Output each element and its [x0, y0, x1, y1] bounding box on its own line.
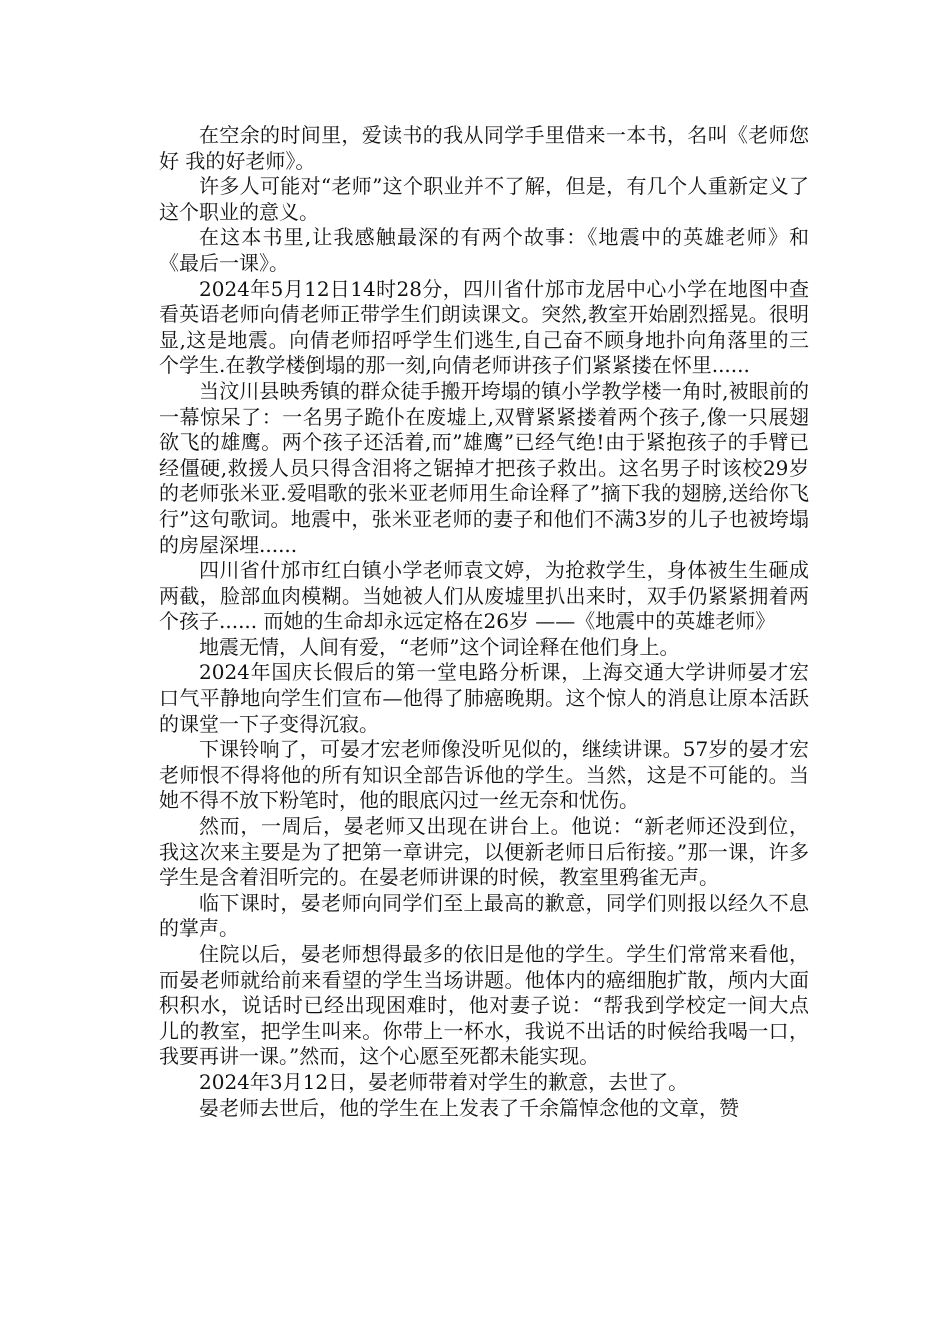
paragraph-yuan-wenting: 四川省什邡市红白镇小学老师袁文婷，为抢救学生，身体被生生砸成两截，脸部血肉模糊。当她被人们从废墟里扒出来时，双手仍紧紧拥着两个孩子...... 而她的生命却永远定格在26岁 ——《地震中的英雄老师》 [159, 558, 809, 634]
paragraph-hospital: 住院以后，晏老师想得最多的依旧是他的学生。学生们常常来看他，而晏老师就给前来看望的学生当场讲题。他体内的癌细胞扩散，颅内大面积积水，说话时已经出现困难时，他对妻子说：“帮我到学校定一间大点儿的教室，把学生叫来。你带上一杯水，我说不出话的时候给我喝一口，我要再讲一课。”然而，这个心愿至死都未能实现。 [159, 942, 809, 1069]
paragraph-memorial: 晏老师去世后，他的学生在上发表了千余篇悼念他的文章，赞 [199, 1095, 739, 1120]
paragraph-applause: 临下课时，晏老师向同学们至上最高的歉意，同学们则报以经久不息的掌声。 [159, 890, 809, 941]
document-body [159, 123, 809, 1121]
paragraph-class-bell: 下课铃响了，可晏才宏老师像没听见似的，继续讲课。57岁的晏才宏老师恨不得将他的所有知识全部告诉他的学生。当然，这是不可能的。当她不得不放下粉笔时，他的眼底闪过一丝无奈和忧伤。 [159, 737, 809, 813]
paragraph-xiang-qian: 2024年5月12日14时28分，四川省什邡市龙居中心小学在地图中查看英语老师向倩老师正带学生们朗读课文。突然,教室开始剧烈摇晃。很明显,这是地震。向倩老师招呼学生们逃生,自己奋不顾身地扑向角落里的三个学生.在教学楼倒塌的那一刻,向倩老师讲孩子们紧紧搂在怀里...... [159, 276, 809, 378]
paragraph-return-to-podium: 然而，一周后，晏老师又出现在讲台上。他说：“新老师还没到位，我这次来主要是为了把第一章讲完，以便新老师日后衔接。”那一课，许多学生是含着泪听完的。在晏老师讲课的时候，教室里鸦雀无声。 [159, 814, 809, 890]
paragraph-teacher-profession: 许多人可能对“老师”这个职业并不了解，但是，有几个人重新定义了这个职业的意义。 [159, 174, 809, 224]
paragraph-earthquake-love: 地震无情，人间有爱，“老师”这个词诠释在他们身上。 [199, 634, 680, 659]
paragraph-borrowed-book: 在空余的时间里，爱读书的我从同学手里借来一本书，名叫《老师您好 我的好老师》。 [159, 123, 809, 173]
paragraph-zhang-miya: 当汶川县映秀镇的群众徒手搬开垮塌的镇小学教学楼一角时,被眼前的一幕惊呆了：一名男子跪仆在废墟上,双臂紧紧搂着两个孩子,像一只展翅欲飞的雄鹰。两个孩子还活着,而”雄鹰”已经气绝!由于紧抱孩子的手臂已经僵硬,救援人员只得含泪将之锯掉才把孩子救出。这名男子时该校29岁的老师张米亚.爱唱歌的张米亚老师用生命诠释了”摘下我的翅膀,送给你飞行”这句歌词。地震中，张米亚老师的妻子和他们不满3岁的儿子也被垮塌的房屋深埋...... [159, 378, 809, 557]
paragraph-two-stories: 在这本书里,让我感触最深的有两个故事：《地震中的英雄老师》和《最后一课》。 [159, 225, 809, 275]
paragraph-yan-caihong-announcement: 2024年国庆长假后的第一堂电路分析课，上海交通大学讲师晏才宏口气平静地向学生们宣布—他得了肺癌晚期。这个惊人的消息让原本活跃的课堂一下子变得沉寂。 [159, 660, 809, 736]
paragraph-passed-away: 2024年3月12日，晏老师带着对学生的歉意，去世了。 [199, 1069, 689, 1094]
